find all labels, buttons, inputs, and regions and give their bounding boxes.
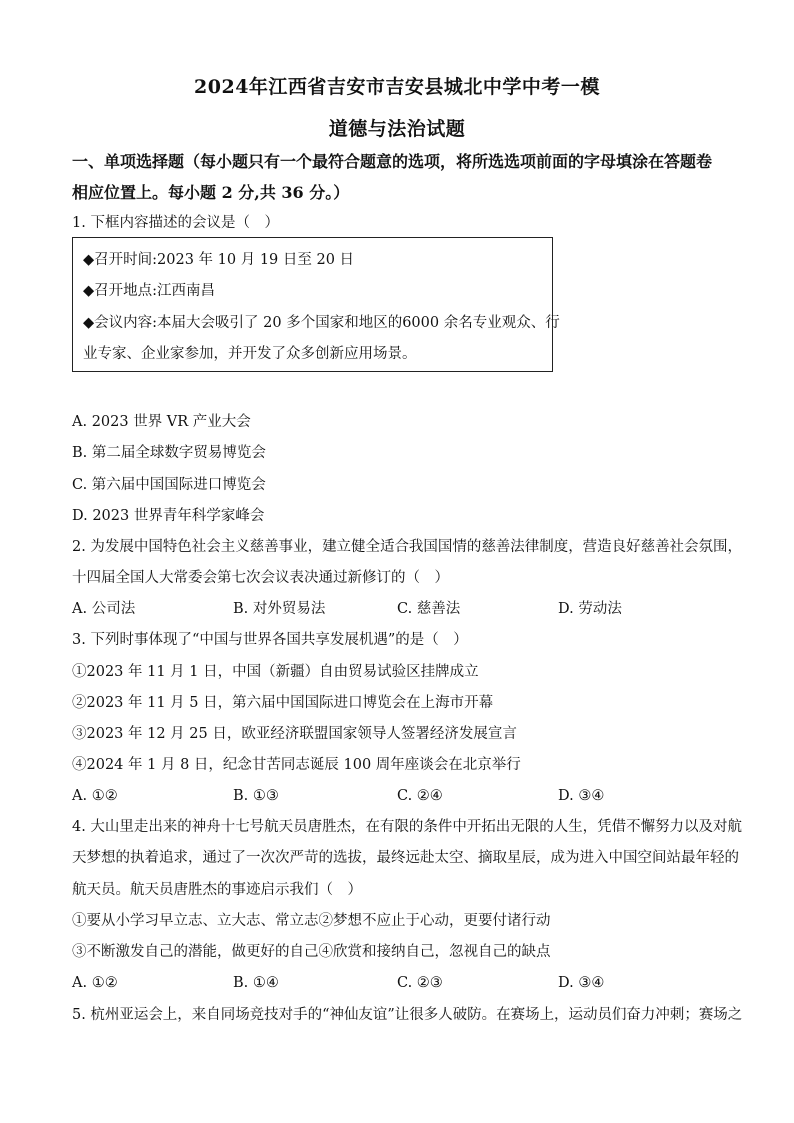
q3-item: ②2023 年 11 月 5 日，第六届中国国际进口博览会在上海市开幕	[72, 695, 494, 711]
q2-option-b: B. 对外贸易法	[233, 601, 326, 617]
q2-stem-line2: 十四届全国人大常委会第七次会议表决通过新修订的（ ）	[72, 570, 449, 586]
exam-subtitle: 道德与法治试题	[328, 118, 466, 140]
q3-option-c: C. ②④	[397, 788, 443, 804]
q3-item: ③2023 年 12 月 25 日，欧亚经济联盟国家领导人签署经济发展宣言	[72, 726, 517, 742]
q1-option-d: D. 2023 世界青年科学家峰会	[72, 508, 265, 524]
section-heading-line2: 相应位置上。每小题 2 分,共 36 分。）	[72, 183, 350, 202]
q4-items-line1: ①要从小学习早立志、立大志、常立志②梦想不应止于心动，更要付诸行动	[72, 913, 551, 929]
q4-option-b: B. ①④	[233, 975, 279, 991]
q3-option-b: B. ①③	[233, 788, 279, 804]
q4-stem-line3: 航天员。航天员唐胜杰的事迹启示我们（ ）	[72, 882, 362, 898]
q1-option-a: A. 2023 世界 VR 产业大会	[72, 414, 251, 430]
q1-box-line: ◆会议内容:本届大会吸引了 20 多个国家和地区的6000 余名专业观众、行	[83, 315, 560, 331]
q1-option-c: C. 第六届中国国际进口博览会	[72, 477, 266, 493]
q4-option-a: A. ①②	[72, 975, 118, 991]
q2-stem-line1: 2. 为发展中国特色社会主义慈善事业，建立健全适合我国国情的慈善法律制度，营造良好慈善社会氛围，	[72, 539, 742, 555]
q1-box-line: 业专家、企业家参加，并开发了众多创新应用场景。	[83, 346, 417, 362]
q1-info-box	[72, 237, 560, 372]
q3-option-d: D. ③④	[558, 788, 605, 804]
q3-item: ①2023 年 11 月 1 日，中国（新疆）自由贸易试验区挂牌成立	[72, 664, 479, 680]
q1-box-line: ◆召开地点:江西南昌	[83, 283, 216, 299]
q4-stem-line1: 4. 大山里走出来的神舟十七号航天员唐胜杰，在有限的条件中开拓出无限的人生，凭借不懈努力以及对航	[72, 819, 742, 835]
q4-option-c: C. ②③	[397, 975, 443, 991]
section-heading-line1: 一、单项选择题（每小题只有一个最符合题意的选项，将所选选项前面的字母填涂在答题卷	[72, 152, 713, 171]
q5-stem-line1: 5. 杭州亚运会上，来自同场竞技对手的“神仙友谊”让很多人破防。在赛场上，运动员们奋力冲刺；赛场之	[72, 1007, 743, 1023]
q3-option-a: A. ①②	[72, 788, 118, 804]
q3-item: ④2024 年 1 月 8 日，纪念甘苦同志诞辰 100 周年座谈会在北京举行	[72, 757, 521, 773]
q1-stem: 1. 下框内容描述的会议是（ ）	[72, 215, 279, 231]
q1-option-b: B. 第二届全球数字贸易博览会	[72, 445, 266, 461]
q4-stem-line2: 天梦想的执着追求，通过了一次次严苛的选拔，最终远赴太空、摘取星辰，成为进入中国空间站最年轻的	[72, 850, 739, 866]
q4-option-d: D. ③④	[558, 975, 605, 991]
q2-option-c: C. 慈善法	[397, 601, 461, 617]
q2-option-d: D. 劳动法	[558, 601, 622, 617]
q3-stem: 3. 下列时事体现了“中国与世界各国共享发展机遇”的是（ ）	[72, 632, 468, 648]
q1-box-line: ◆召开时间:2023 年 10 月 19 日至 20 日	[83, 252, 355, 268]
q4-items-line2: ③不断激发自己的潜能，做更好的自己④欣赏和接纳自己，忽视自己的缺点	[72, 944, 551, 960]
q2-option-a: A. 公司法	[72, 601, 136, 617]
exam-title: 2024年江西省吉安市吉安县城北中学中考一模	[194, 76, 600, 98]
